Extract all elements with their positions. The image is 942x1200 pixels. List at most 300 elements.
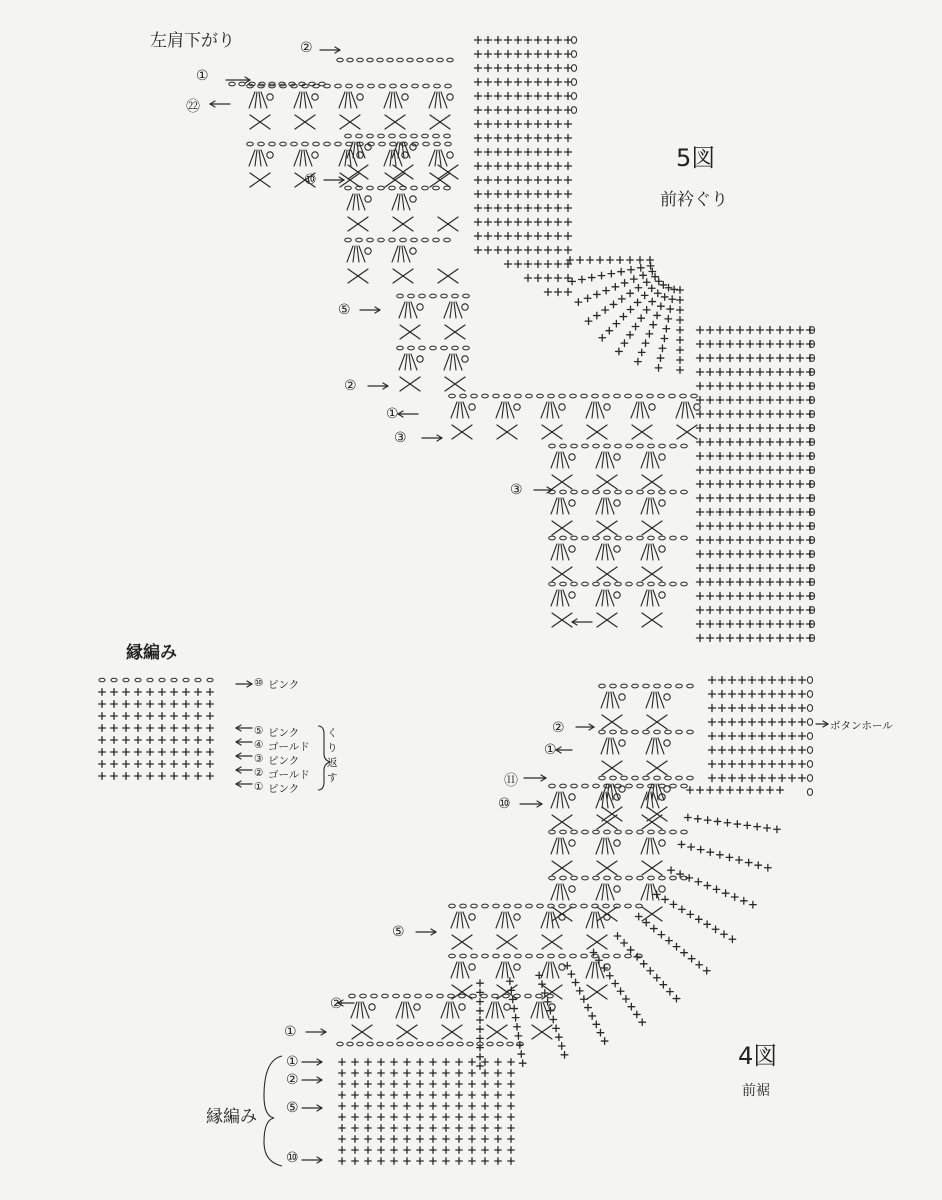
chain-stitch [549,444,556,448]
chain-stitch [171,678,177,682]
chain-stitch [636,904,643,908]
chain-stitch [637,444,644,448]
chain-stitch [637,784,644,788]
chain-stitch [582,536,589,540]
chain-stitch [503,994,510,998]
chain-stitch [680,394,687,398]
chain-stitch [411,186,418,190]
chain-stitch [111,678,117,682]
cluster-stitch [596,544,602,560]
chain-stitch [357,84,364,88]
cluster-stitch [641,498,647,514]
chain-stitch [560,444,567,448]
chain-stitch [549,830,556,834]
chain-stitch [504,954,511,958]
chain-stitch [615,876,622,880]
chain-stitch [379,142,386,146]
chain-stitch [449,394,456,398]
chain-stitch [99,678,105,682]
chain-stitch [460,954,467,958]
chain-stitch [207,678,213,682]
cluster-stitch [339,92,345,108]
chain-stitch [625,904,632,908]
chain-stitch [423,84,430,88]
chain-stitch [471,954,478,958]
left-shoulder-label: 左肩下がり [150,31,235,51]
chain-stitch [345,134,352,138]
chain-stitch [571,93,576,100]
chain-stitch [367,186,374,190]
chain-stitch [571,536,578,540]
chain-stitch [430,346,437,350]
chain-stitch [135,678,141,682]
chain-stitch [592,904,599,908]
cluster-stitch [641,838,647,854]
chain-stitch [654,684,661,688]
chain-stitch [123,678,129,682]
chain-stitch [147,678,153,682]
chain-stitch [665,730,672,734]
chain-stitch [382,994,389,998]
chain-stitch [537,394,544,398]
chain-stitch [604,490,611,494]
figure-4-caption: 前裾 [742,1083,770,1099]
row-marker-top-5: ⑤ [338,302,351,318]
chain-stitch [347,1042,353,1046]
chain-stitch [549,876,556,880]
chain-stitch [470,994,477,998]
chain-stitch [345,186,352,190]
chain-stitch [335,84,342,88]
cluster-stitch [551,544,557,560]
chain-stitch [497,1042,503,1046]
cluster-stitch [641,590,647,606]
chain-stitch [360,994,367,998]
chain-stitch [408,294,415,298]
chain-stitch [426,994,433,998]
chain-stitch [560,582,567,586]
figure-4-number: 4図 [738,1042,778,1070]
row-marker-top-10: ⑩ [304,172,317,188]
chain-stitch [593,582,600,586]
chain-stitch [659,830,666,834]
row-marker-bottom-1: ① [286,1054,299,1070]
chain-stitch [404,994,411,998]
row-marker-top-22: ㉒ [186,99,200,115]
chain-stitch [537,904,544,908]
cluster-stitch [496,402,502,418]
chain-stitch [335,142,342,146]
chain-stitch [459,994,466,998]
chain-stitch [526,394,533,398]
chain-stitch [452,294,459,298]
chain-stitch [368,84,375,88]
chain-stitch [356,134,363,138]
chain-stitch [681,536,688,540]
chain-stitch [536,994,543,998]
chain-stitch [313,142,320,146]
chain-stitch [397,58,403,62]
chain-stitch [632,684,639,688]
chain-stitch [625,394,632,398]
chain-stitch [807,789,812,796]
chain-stitch [647,394,654,398]
chain-stitch [377,1042,383,1046]
legend-marker-2: ② [254,767,264,779]
chain-stitch [593,784,600,788]
chain-stitch [447,58,453,62]
chain-stitch [433,134,440,138]
row-marker-top-3b: ③ [510,482,523,498]
cluster-stitch [641,452,647,468]
chain-stitch [615,830,622,834]
chain-stitch [582,830,589,834]
chain-stitch [319,82,325,86]
chain-stitch [615,490,622,494]
chain-stitch [515,394,522,398]
chain-stitch [547,994,554,998]
chain-stitch [337,1042,343,1046]
cluster-stitch [399,302,405,318]
chain-stitch [367,238,374,242]
chain-stitch [582,784,589,788]
cluster-stitch [551,498,557,514]
row-marker-mid-1b: ① [284,1024,297,1040]
chain-stitch [559,394,566,398]
chain-stitch [571,444,578,448]
chain-stitch [670,830,677,834]
row-marker-bottom-10: ⑩ [286,1150,299,1166]
chain-stitch [610,684,617,688]
chain-stitch [626,876,633,880]
chain-stitch [548,904,555,908]
cluster-stitch [551,590,557,606]
buttonhole-label: ボタンホール [830,720,893,732]
cluster-stitch [596,838,602,854]
chain-stitch [560,876,567,880]
cluster-stitch [351,1002,357,1018]
legend-marker-3: ③ [254,753,264,765]
legend-repeat-note: くり返す [327,727,338,784]
cluster-stitch [451,912,457,928]
chain-stitch [665,684,672,688]
cluster-stitch [541,912,547,928]
cluster-stitch [392,194,398,210]
cluster-stitch [586,962,592,978]
chain-stitch [581,904,588,908]
chain-stitch [441,294,448,298]
chain-stitch [390,84,397,88]
chain-stitch [324,142,331,146]
chain-stitch [571,79,576,86]
chain-stitch [604,444,611,448]
chain-stitch [626,490,633,494]
cluster-stitch [601,738,607,754]
cluster-stitch [339,150,345,166]
chain-stitch [807,747,812,754]
chain-stitch [481,994,488,998]
chain-stitch [269,142,276,146]
chain-stitch [807,691,812,698]
chain-stitch [637,582,644,586]
chain-stitch [463,294,470,298]
chain-stitch [434,142,441,146]
chain-stitch [648,444,655,448]
legend-row-color-2: ゴールド [268,769,310,781]
chain-stitch [549,784,556,788]
chain-stitch [493,904,500,908]
chain-stitch [603,904,610,908]
chain-stitch [610,730,617,734]
chain-stitch [581,954,588,958]
chain-stitch [390,142,397,146]
chain-stitch [549,536,556,540]
chain-stitch [463,346,470,350]
cluster-stitch [249,150,255,166]
chain-stitch [449,904,456,908]
chain-stitch [408,346,415,350]
chain-stitch [412,84,419,88]
cluster-stitch [429,92,435,108]
chain-stitch [637,830,644,834]
chain-stitch [632,776,639,780]
chain-stitch [592,954,599,958]
chain-stitch [422,134,429,138]
chain-stitch [378,134,385,138]
cluster-stitch [541,402,547,418]
chain-stitch [643,730,650,734]
chain-stitch [581,394,588,398]
edging-bracket-label: 縁編み [206,1107,257,1127]
chain-stitch [593,444,600,448]
chain-stitch [643,684,650,688]
chain-stitch [599,776,606,780]
legend-marker-4: ④ [254,739,264,751]
chain-stitch [400,134,407,138]
chain-stitch [407,1042,413,1046]
chain-stitch [807,733,812,740]
chain-stitch [560,784,567,788]
chain-stitch [280,142,287,146]
chain-stitch [441,346,448,350]
chain-stitch [471,904,478,908]
chain-stitch [449,954,456,958]
chain-stitch [419,294,426,298]
chain-stitch [637,490,644,494]
row-marker-top-1: ① [196,68,209,84]
chain-stitch [632,730,639,734]
chain-stitch [582,582,589,586]
legend-marker-10: ⑩ [254,677,264,689]
chain-stitch [247,142,254,146]
chain-stitch [357,1042,363,1046]
chain-stitch [471,394,478,398]
chain-stitch [345,238,352,242]
chain-stitch [393,994,400,998]
row-marker-top-1b: ① [386,406,399,422]
chain-stitch [670,536,677,540]
chain-stitch [621,730,628,734]
chain-stitch [636,394,643,398]
chain-stitch [493,394,500,398]
chain-stitch [239,82,245,86]
cluster-stitch [429,150,435,166]
legend-marker-1: ① [254,781,264,793]
chain-stitch [626,830,633,834]
chain-stitch [599,730,606,734]
chain-stitch [648,876,655,880]
row-marker-top-3: ③ [394,430,407,446]
chain-stitch [302,142,309,146]
cluster-stitch [347,194,353,210]
chain-stitch [571,876,578,880]
cluster-stitch [444,302,450,318]
chain-stitch [571,107,576,114]
chain-stitch [346,84,353,88]
chain-stitch [560,536,567,540]
chain-stitch [467,1042,473,1046]
chain-stitch [493,954,500,958]
chain-stitch [411,134,418,138]
chain-stitch [593,490,600,494]
chain-stitch [159,678,165,682]
chain-stitch [460,394,467,398]
chain-stitch [676,730,683,734]
chain-stitch [549,582,556,586]
legend-row-color-1: ピンク [268,783,300,795]
row-marker-bottom-2: ② [286,1072,299,1088]
chain-stitch [367,58,373,62]
chain-stitch [626,444,633,448]
chain-stitch [637,876,644,880]
chain-stitch [582,490,589,494]
chain-stitch [571,490,578,494]
chain-stitch [357,58,363,62]
figure-5-number: 5図 [676,144,716,172]
chain-stitch [371,994,378,998]
chain-stitch [571,51,576,58]
cluster-stitch [551,838,557,854]
chain-stitch [397,1042,403,1046]
chain-stitch [648,536,655,540]
chain-stitch [389,238,396,242]
chain-stitch [397,346,404,350]
chain-stitch [681,784,688,788]
chain-stitch [548,954,555,958]
chain-stitch [515,954,522,958]
chain-stitch [377,58,383,62]
chain-stitch [604,536,611,540]
chain-stitch [659,876,666,880]
chain-stitch [592,394,599,398]
chain-stitch [643,776,650,780]
cluster-stitch [347,246,353,262]
cluster-stitch [551,884,557,900]
chain-stitch [665,776,672,780]
chain-stitch [571,784,578,788]
chain-stitch [349,994,356,998]
chain-stitch [437,994,444,998]
legend-top-row-color: ピンク [268,679,300,691]
chain-stitch [447,1042,453,1046]
chain-stitch [514,994,521,998]
chain-stitch [378,186,385,190]
chain-stitch [559,954,566,958]
cluster-stitch [596,498,602,514]
chain-stitch [387,58,393,62]
chain-stitch [610,776,617,780]
chain-stitch [387,1042,393,1046]
chain-stitch [400,238,407,242]
chain-stitch [504,904,511,908]
chain-stitch [615,582,622,586]
cluster-stitch [676,402,682,418]
row-marker-bottom-5: ⑤ [286,1100,299,1116]
chain-stitch [807,705,812,712]
cluster-stitch [496,912,502,928]
chain-stitch [681,444,688,448]
chain-stitch [570,904,577,908]
chain-stitch [670,876,677,880]
chain-stitch [807,719,812,726]
chain-stitch [599,684,606,688]
chain-stitch [807,761,812,768]
chain-stitch [482,394,489,398]
chain-stitch [571,65,576,72]
chain-stitch [614,954,621,958]
row-marker-mid-1: ① [544,742,557,758]
chain-stitch [615,536,622,540]
chain-stitch [367,134,374,138]
cluster-stitch [451,402,457,418]
chain-stitch [444,186,451,190]
chain-stitch [434,84,441,88]
cluster-stitch [586,402,592,418]
chain-stitch [507,1042,513,1046]
chain-stitch [681,490,688,494]
chain-stitch [337,58,343,62]
cluster-stitch [392,246,398,262]
cluster-stitch [586,912,592,928]
chain-stitch [659,444,666,448]
chain-stitch [482,904,489,908]
chain-stitch [614,394,621,398]
legend-row-color-5: ピンク [268,727,300,739]
chain-stitch [422,238,429,242]
cluster-stitch [294,150,300,166]
chain-stitch [492,994,499,998]
chain-stitch [603,954,610,958]
legend-marker-5: ⑤ [254,725,264,737]
chain-stitch [460,904,467,908]
chain-stitch [681,830,688,834]
row-marker-mid-5: ⑤ [392,924,405,940]
chain-stitch [615,444,622,448]
chain-stitch [229,82,235,86]
row-marker-mid-2: ② [552,720,565,736]
chain-stitch [258,142,265,146]
chain-stitch [621,684,628,688]
chain-stitch [482,954,489,958]
chain-stitch [670,490,677,494]
chain-stitch [444,238,451,242]
chain-stitch [571,37,576,44]
chain-stitch [621,776,628,780]
chain-stitch [526,954,533,958]
chain-stitch [670,784,677,788]
chain-stitch [452,346,459,350]
chain-stitch [183,678,189,682]
